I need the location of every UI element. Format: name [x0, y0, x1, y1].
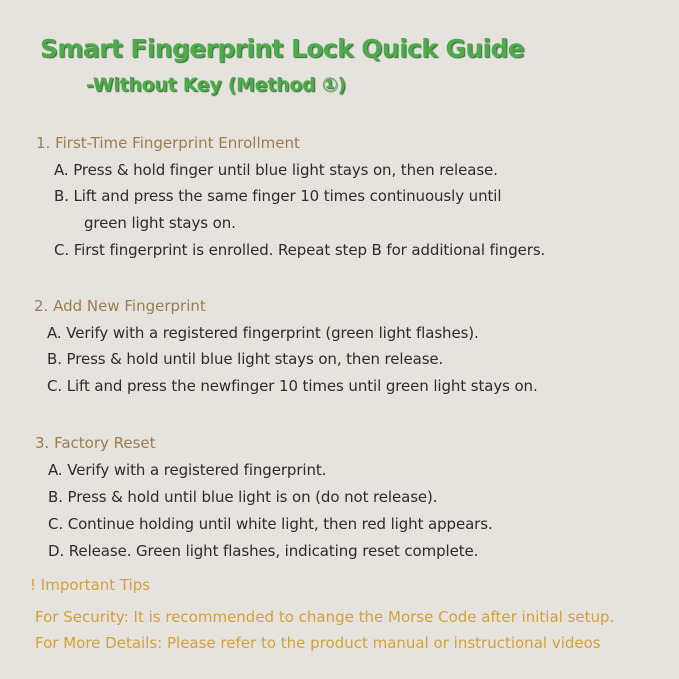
section-heading: 2. Add New Fingerprint	[34, 297, 206, 315]
step-line: A. Press & hold finger until blue light stays on, then release.	[54, 161, 498, 179]
tips-heading: ! Important Tips	[30, 576, 151, 594]
page-subtitle: -Without Key (Method ①)	[86, 74, 346, 96]
step-line: C. First fingerprint is enrolled. Repeat step B for additional fingers.	[54, 241, 546, 259]
step-line: C. Lift and press the newfinger 10 times until green light stays on.	[47, 377, 538, 395]
tip-line: For Security: It is recommended to change the Morse Code after initial setup.	[35, 608, 615, 626]
step-line: A. Verify with a registered fingerprint.	[48, 461, 327, 479]
step-line: B. Press & hold until blue light stays on, then release.	[47, 350, 444, 368]
step-line: green light stays on.	[84, 214, 236, 232]
section-heading: 1. First-Time Fingerprint Enrollment	[36, 134, 300, 152]
step-line: B. Lift and press the same finger 10 times continuously until	[54, 187, 502, 205]
section-heading: 3. Factory Reset	[35, 434, 156, 452]
step-line: A. Verify with a registered fingerprint (green light flashes).	[47, 324, 479, 342]
tip-line: For More Details: Please refer to the product manual or instructional videos	[35, 634, 601, 652]
step-line: B. Press & hold until blue light is on (do not release).	[48, 488, 438, 506]
step-line: C. Continue holding until white light, then red light appears.	[48, 515, 493, 533]
page-title: Smart Fingerprint Lock Quick Guide	[40, 34, 525, 63]
step-line: D. Release. Green light flashes, indicating reset complete.	[48, 542, 479, 560]
